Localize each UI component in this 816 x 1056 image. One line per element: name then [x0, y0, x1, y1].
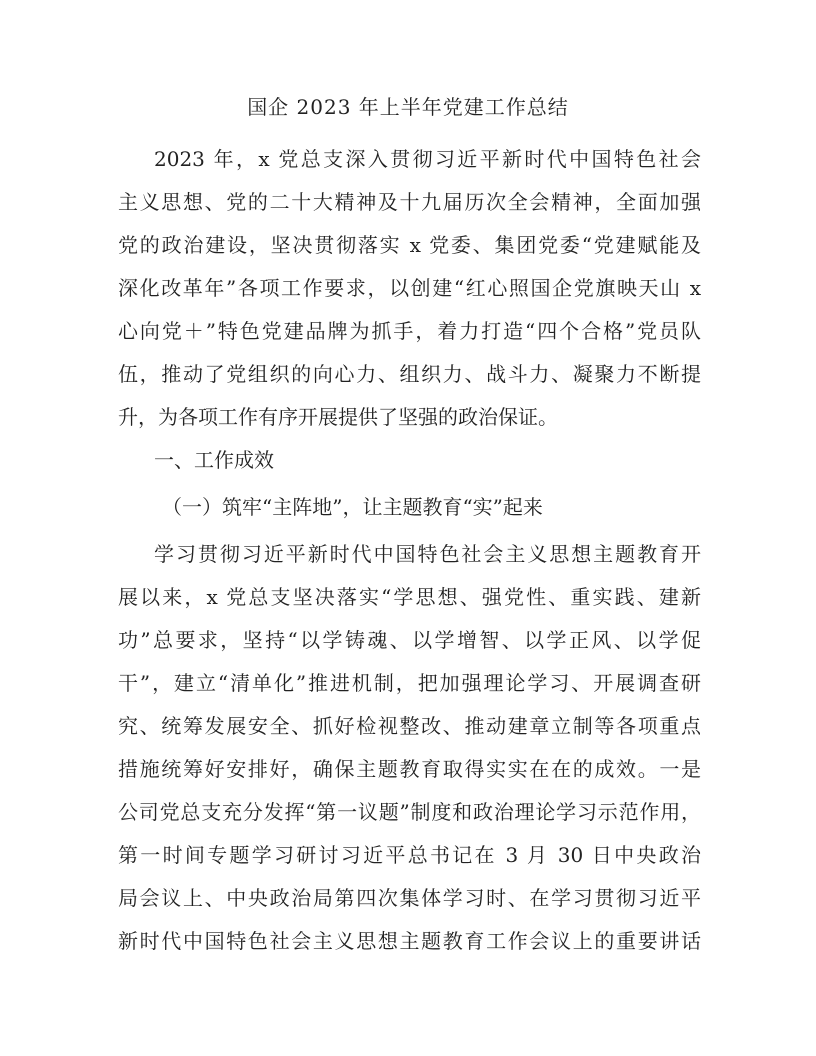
document-title: 国企 2023 年上半年党建工作总结 — [247, 95, 569, 119]
text-line: 主义思想、党的二十大精神及十九届历次全会精神，全面加强 — [118, 190, 701, 214]
heading-text: 一、工作成效 — [154, 448, 274, 472]
text-line: 第一时间专题学习研讨习近平总书记在 3 月 30 日中央政治 — [118, 843, 701, 867]
section-heading — [118, 439, 701, 482]
text-line: 措施统筹好安排好，确保主题教育取得实实在在的成效。一是 — [118, 757, 701, 781]
text-line: 究、统筹发展安全、抓好检视整改、推动建章立制等各项重点 — [118, 714, 701, 738]
text-line: 展以来，x 党总支坚决落实“学思想、强党性、重实践、建新 — [118, 585, 701, 609]
text-line: 党的政治建设，坚决贯彻落实 x 党委、集团党委“党建赋能及 — [118, 233, 701, 257]
text-line: 2023 年，x 党总支深入贯彻习近平新时代中国特色社会 — [154, 147, 701, 171]
text-line: 深化改革年”各项工作要求，以创建“红心照国企党旗映天山 x — [118, 276, 701, 300]
text-line: 功”总要求，坚持“以学铸魂、以学增智、以学正风、以学促 — [118, 628, 701, 652]
text-line: 公司党总支充分发挥“第一议题”制度和政治理论学习示范作用， — [118, 800, 701, 824]
text-line: 心向党＋”特色党建品牌为抓手，着力打造“四个合格”党员队 — [118, 319, 701, 343]
paragraph-body — [118, 533, 701, 963]
paragraph-intro — [118, 138, 701, 439]
text-line: 干”，建立“清单化”推进机制，把加强理论学习、开展调查研 — [118, 671, 701, 695]
heading-text: （一）筑牢“主阵地”，让主题教育“实”起来 — [162, 495, 543, 519]
text-line: 升，为各项工作有序开展提供了坚强的政治保证。 — [118, 405, 558, 429]
subsection-heading — [118, 486, 701, 529]
text-line: 学习贯彻习近平新时代中国特色社会主义思想主题教育开 — [154, 542, 701, 566]
text-line: 伍，推动了党组织的向心力、组织力、战斗力、凝聚力不断提 — [118, 362, 701, 386]
text-line: 新时代中国特色社会主义思想主题教育工作会议上的重要讲话 — [118, 929, 701, 953]
text-line: 局会议上、中央政治局第四次集体学习时、在学习贯彻习近平 — [118, 886, 701, 910]
